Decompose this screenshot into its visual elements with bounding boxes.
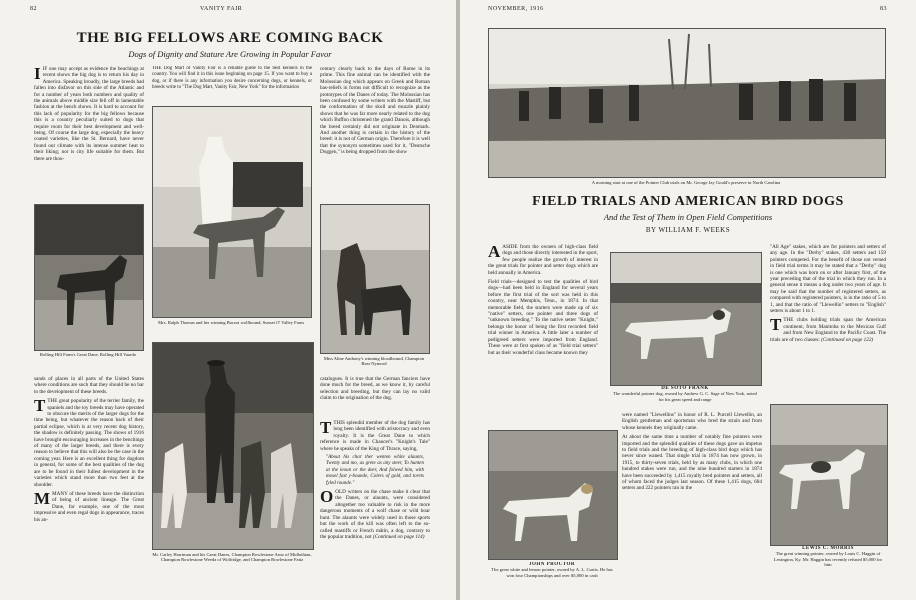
article-title-big-fellows: THE BIG FELLOWS ARE COMING BACK	[76, 30, 384, 46]
caption-field-trial-start: A morning start at one of the Pointer Club trials on Mr. George Jay Gould's preserve in North Carolina	[591, 180, 781, 185]
photo-field-trial-start	[488, 28, 886, 178]
caption-harriman: Mr. Carley Harriman and his Great Danes, Champion Rowlestone Arno of Midlothian, Champion Rowlestone Weeda of Wolfridge, and Champion Rowlestone Fatiz	[152, 552, 312, 563]
caption-great-dane: Rolling Hill Farm's Great Dane, Rolling Hill Vaardo	[39, 352, 137, 357]
column-2-continuation: catalogues. It is true that the German fanciers have done much for the breed, as we know it, by careful selection and breeding, but they can lay no valid claim to the origination of the dog.	[320, 376, 430, 402]
photo-bloodhound	[320, 204, 430, 354]
dog-mart-note: THE Dog Mart of Vanity Fair is a reliable guide to the best kennels in the country. You will find it in this issue beginning on page 15. If you want to buy a dog, or if there is any information you desire concerning dogs, or kennels, or breeds write to "The Dog Mart, Vanity Fair, New York" for the information	[152, 66, 312, 91]
page-number-right: 83	[880, 6, 887, 12]
field-trials-column-2: were named "Llewellins" in honor of R. L. Purcell Llewellin, an English gentleman and sportsman who bred the strain and from whose kennels they originally came. At about the same time a number of notably fine pointers were imported and the splendid qualities of these dogs gave an impetus to field trials and the breeding of high-class bird dogs which has never since waned. That single trial in 1874 has now grown, in 1915, to thirty-seven trials, held by as many clubs, in which one hundred stakes were run, and the nine hundred starters in 1874 have been succeeded by 1,415 royally bred pointers and setters, all of whom faced the judges last season. Of these 1,415 dogs, 604 setters and 222 pointers ran in the	[622, 412, 762, 492]
photo-lewis-c-morris	[770, 404, 888, 546]
article-title-field-trials: FIELD TRIALS AND AMERICAN BIRD DOGS	[532, 194, 844, 209]
running-head-left: VANITY FAIR	[200, 6, 243, 12]
left-page	[0, 0, 456, 600]
column-3-text-bottom: TTHIS splendid member of the dog family has long been identified with aristocracy and even royalty. It is the Great Dane to which reference is made in Chaucer's "Knight's Tale" where he speaks of the King of Thrace, saying, "About his char ther wenten white alaunts, Twenty and mo, as grete as any steer, To hunten at the leoun or the deer, And folwed him, with mosel fast y-bounde, Colers of gold, and torets fyled rounde." OOLD writers on the chase make it clear that the Danes, or alaunts, were considered altogether too valuable to risk in the more dangerous moments of a wolf chase or wild boar hunt. The alaunts were widely used in those sports but the work of the kill was often left to the so-called mastiffs or French mâtin, a dog, contrary to the popular tradition, not (Continued on page 114)	[320, 420, 430, 540]
running-head-right: NOVEMBER, 1916	[488, 6, 544, 12]
caption-bloodhound: Miss Aline Anthony's winning bloodhound, Champion Rear Nymrod	[323, 356, 425, 367]
caption-borzoi: Mrs. Ralph Thomas and her winning Borzoi wolfhound, Sunset O' Valley Farm	[158, 320, 304, 325]
page-number-left: 82	[30, 6, 37, 12]
column-1-text-bottom: sands of places in all parts of the United States where conditions are such that they should be no bar to the development of these breeds. TTHE great popularity of the terrier family, the spaniels and the toy breeds may have operated to obscure the merits of the larger dogs for the time being, but whatever the reason back of their partial eclipse, which is at very recent dog history, the shadow is definitely passing. The shows of 1916 have brought encouraging increases in the benchings of many of the larger breeds, and there is every reason to believe that this will also be the case in the coming year. Here is an excellent thing for dogdom in general, for some of the best qualities of the dog are to be found in their fullest development in the varieties which stand more than two feet at the shoulder. MMANY of these breeds have the distinction of being of ancient lineage. The Great Dane, for example, one of the most impressive and even regal dogs in appearance, traces his an-	[34, 376, 144, 523]
right-page	[460, 0, 916, 600]
caption-de-soto-frank: DE SOTO FRANK The wonderful pointer dog, owned by Andrew G. C. Sage of New York, noted for his great speed and range	[613, 386, 757, 402]
field-trials-column-3: "All Age" stakes, which are for pointers and setters of any age. In the "Derby" stakes, 430 setters and 159 pointers competed. For the benefit of those not versed in field trial terms it may be stated that a "Derby" dog is one which was born on or after January first, of the year preceding that of the trial in which they run. In a general sense it means a dog under two years of age. It may be said that the number of registered setters, as compared with registered pointers, is in the ratio of 5 to 1, and that the ratio of "Llewellin" setters to "English" setters is about 1 to 1. TTHE clubs holding trials span the American continent, from Manitoba to the Mexican Gulf and from New England to the Pacific Coast. The trials are of two classes: (Continued on page 122)	[770, 244, 886, 343]
caption-lewis-c-morris: LEWIS C. MORRIS The great winning pointer, owned by Louis C. Haggin of Lexington, Ky. Mr. Haggin has recently refused $5,000 for him	[773, 546, 883, 568]
field-trials-column-1: AASIDE from the owners of high-class field dogs and those directly interested in the sport, few people realize the growth of interest in the great trials for pointer and setter dogs which are held annually in America. Field trials—designed to test the qualities of bird dogs—had been held in England for several years before the first trial of the sort was held in this country, near Memphis, Tenn., in 1874. In that memorable field, the starters were made up of six "native" setters, one pointer and three dogs of "unknown breeding." To the native setter "Knight," belongs the honor of being the first recorded field trial winner in America. A little later a number of pedigreed setters were imported from England. These were at first spoken of as "field trial setters" but as their wonderful class became known they	[488, 244, 598, 356]
column-1-text-top: IIF one may accept as evidence the beachings at recent shows the big dog is to return his day in America. Speaking broadly, the large breeds had fallen into disfavor on this side of the Atlantic and for a number of years both numbers and quality of the animals above middle size fell off in lamentable fashion at the bench shows. It is hard to account for this lack of popularity for the big fellows because this is a country peculiarly suited to dogs that require room for their best development and well-being. Of course the large dog, especially the heavy coated varieties, like the St. Bernard, have never found our climate with its intense summer heat to their liking; nor is city life suitable for them. But there are thou-	[34, 66, 144, 162]
photo-harriman-great-danes	[152, 342, 314, 550]
column-3-text-top: century clearly back to the days of Rome in its prime. This fine animal can be identified with the Molossian dog which appears on Greek and Roman bas-reliefs in forms not difficult to recognize as the prototypes of the Danes of today. The Molossian has been confused by some writers with the Mastiff, but the conformation of the skull and muzzle plainly shows that he was far more nearly related to the dog which Buffon christened the grand Danois, although the breed certainly did not originate in Denmark. And another thing is certain in the history of the breed: it is not of German origin. Therefore it is well that the synonym sometimes used for it, "Deutsche Doggen," is being dropped from the show	[320, 66, 430, 156]
photo-de-soto-frank	[610, 252, 762, 386]
byline: BY WILLIAM F. WEEKS	[645, 226, 731, 234]
photo-borzoi	[152, 106, 312, 318]
photo-great-dane	[34, 204, 144, 351]
article-subtitle-big-fellows: Dogs of Dignity and Stature Are Growing in Popular Favor	[128, 49, 332, 59]
article-subtitle-field-trials: And the Test of Them in Open Field Competitions	[603, 212, 773, 222]
photo-john-proctor	[488, 430, 618, 560]
caption-john-proctor: JOHN PROCTOR The great white and lemon pointer, owned by A. L. Curtis. He has won four Championships and over $5,000 in cash	[491, 562, 613, 578]
